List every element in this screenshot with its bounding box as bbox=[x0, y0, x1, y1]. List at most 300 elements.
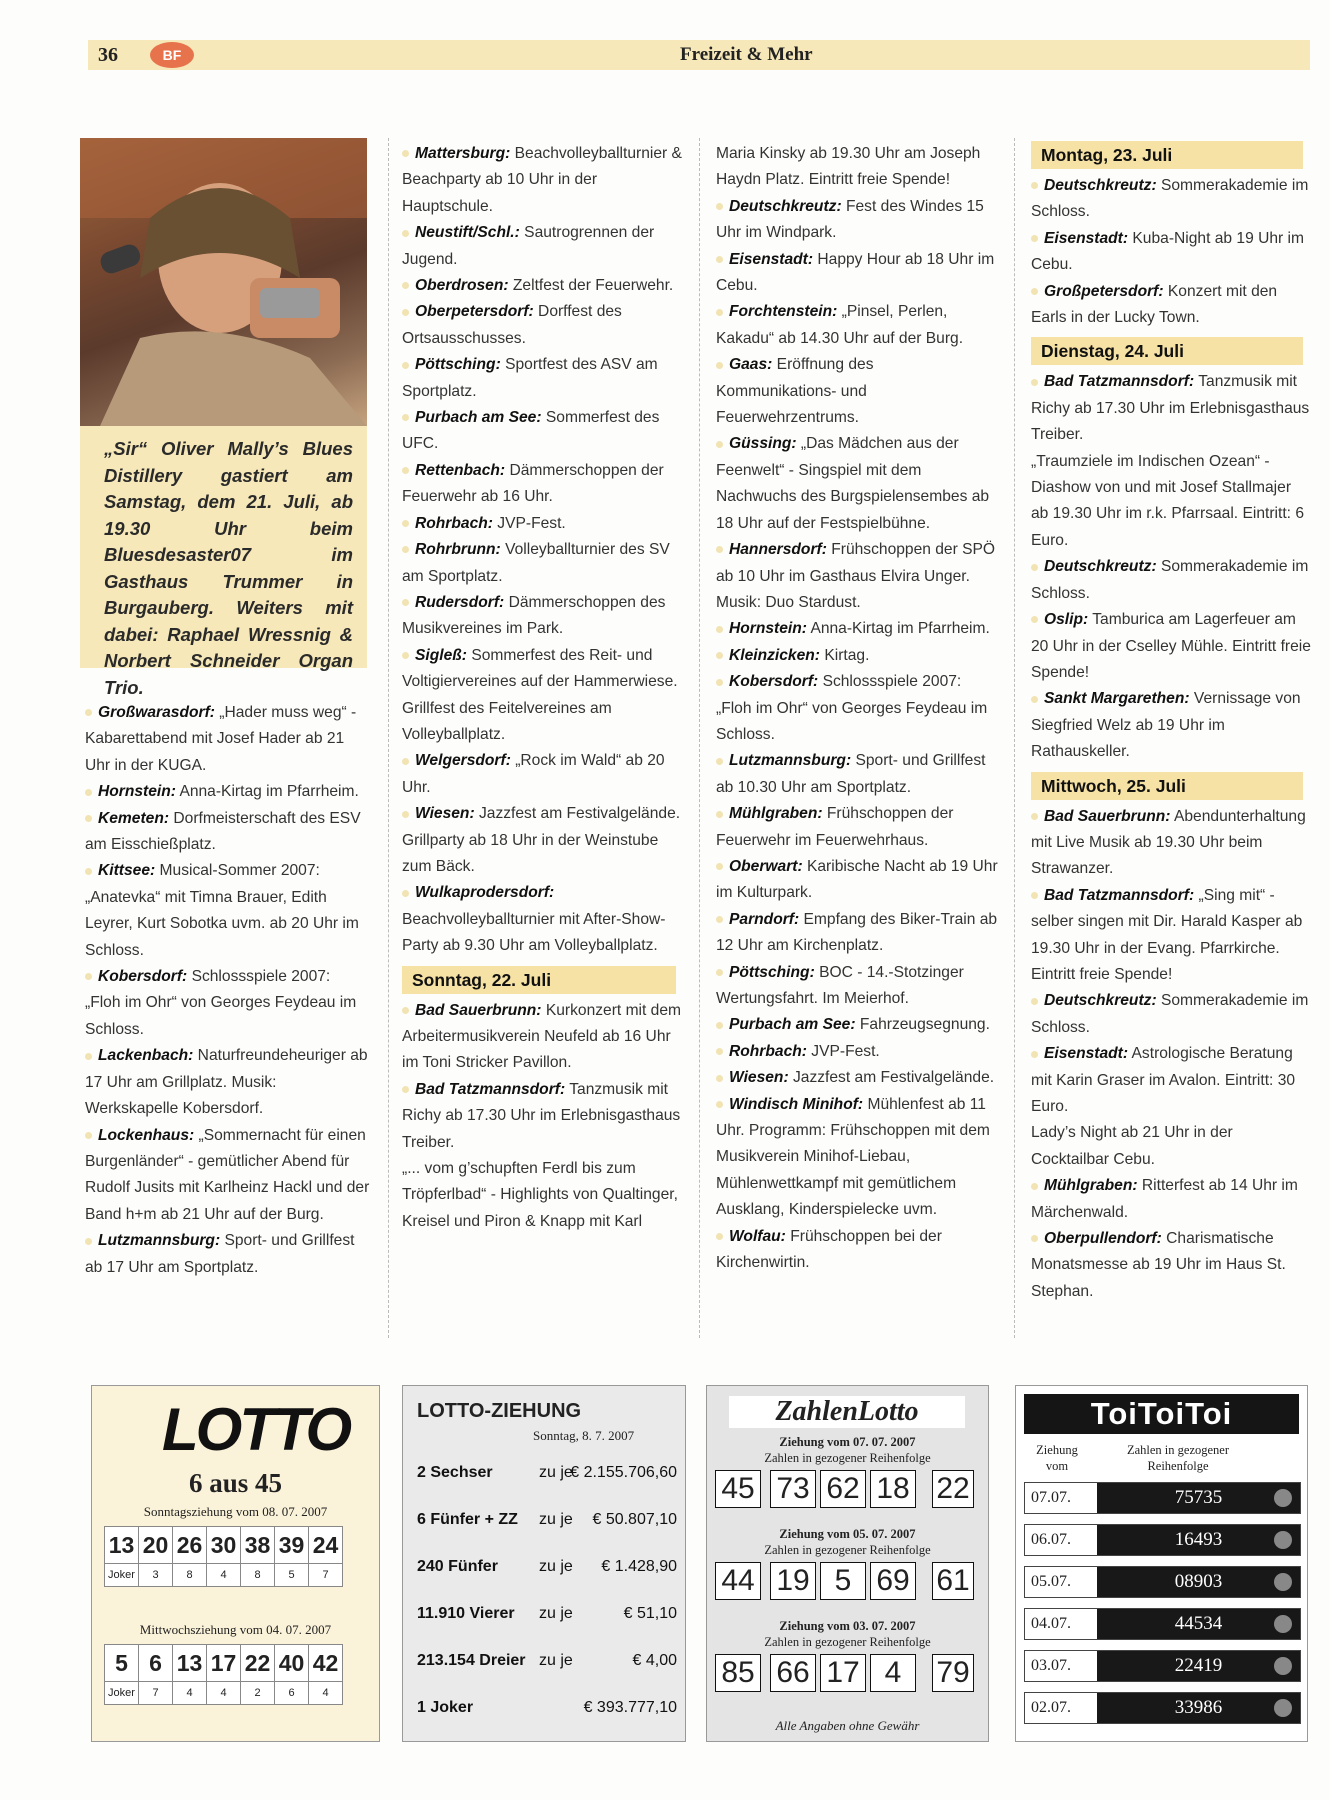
event-entry bbox=[716, 352, 998, 431]
sunday-draw-label: Sonntagsziehung vom 08. 07. 2007 bbox=[143, 1504, 328, 1519]
column-divider bbox=[699, 138, 700, 1338]
event-place: Forchtenstein: bbox=[729, 303, 838, 321]
bullet-icon bbox=[402, 414, 409, 421]
event-entry bbox=[402, 458, 684, 511]
event-text: Schlossspiele 2007: „Floh im Ohr“ von Georges Feydeau im Schloss. bbox=[85, 968, 357, 1038]
column-divider bbox=[388, 138, 389, 1338]
drawn-number: 45 bbox=[715, 1470, 761, 1508]
bullet-icon bbox=[1031, 616, 1038, 623]
event-entry bbox=[716, 748, 998, 801]
lotto-logo: LOTTO bbox=[162, 1396, 350, 1463]
photo-caption: „Sir“ Oliver Mally’s Blues Distillery gastiert am Samstag, dem 21. Juli, ab 19.30 Uhr beim Bluesdesaster07 im Gasthaus Trummer in Burgauberg. Weiters mit dabei: Raphael Wressnig & Norbert Schneider Organ Trio. bbox=[104, 438, 353, 698]
bullet-icon bbox=[716, 1022, 723, 1029]
zahlenlotto-logo: ZahlenLotto bbox=[729, 1396, 965, 1428]
event-place: Lutzmannsburg: bbox=[98, 1232, 221, 1250]
joker-digit: 4 bbox=[309, 1682, 343, 1705]
event-text: Jazzfest am Festivalgelände. bbox=[788, 1069, 995, 1087]
event-entry bbox=[716, 643, 998, 669]
event-text: Sportfest des ASV am Sportplatz. bbox=[402, 356, 658, 400]
prize-class: 2 Sechser bbox=[417, 1464, 493, 1481]
event-entry bbox=[85, 806, 370, 859]
prize-row bbox=[417, 1652, 677, 1676]
event-entry bbox=[402, 352, 684, 405]
event-text: Maria Kinsky ab 19.30 Uhr am Joseph Haydn Platz. Eintritt freie Spende! bbox=[716, 145, 981, 189]
bullet-icon bbox=[1031, 813, 1038, 820]
event-text: Dämmerschoppen des Musikvereines im Park. bbox=[402, 593, 666, 638]
event-place: Kleinzicken: bbox=[729, 646, 820, 664]
prize-per: zu je bbox=[539, 1464, 573, 1481]
event-entry bbox=[1031, 173, 1311, 226]
wednesday-numbers-table bbox=[104, 1644, 343, 1705]
bullet-icon bbox=[402, 811, 409, 818]
drawn-number: 44 bbox=[715, 1562, 761, 1600]
event-place: Pöttsching: bbox=[729, 963, 815, 981]
event-entry bbox=[716, 194, 998, 247]
bullet-icon bbox=[716, 1101, 723, 1108]
event-text: Karibische Nacht ab 19 Uhr im Kulturpark. bbox=[716, 857, 998, 902]
event-place: Welgersdorf: bbox=[415, 752, 511, 770]
events-column-4 bbox=[1031, 135, 1311, 1305]
bullet-icon bbox=[85, 1053, 92, 1060]
event-place: Oberpullendorf: bbox=[1044, 1230, 1162, 1248]
event-text: Kirtag. bbox=[820, 646, 870, 664]
event-place: Eisenstadt: bbox=[1044, 229, 1129, 247]
event-entry bbox=[1031, 804, 1311, 883]
event-place: Bad Tatzmannsdorf: bbox=[1044, 373, 1195, 391]
event-place: Eisenstadt: bbox=[729, 250, 814, 268]
event-text: BOC - 14.-Stotzinger Wertungsfahrt. Im Meierhof. bbox=[716, 963, 964, 1007]
event-place: Wiesen: bbox=[729, 1069, 789, 1087]
lotto-number: 17 bbox=[207, 1645, 241, 1682]
event-place: Oslip: bbox=[1044, 611, 1089, 629]
event-entry bbox=[1031, 686, 1311, 765]
bullet-icon bbox=[402, 467, 409, 474]
zahlenlotto-box bbox=[706, 1385, 989, 1742]
money-bag-icon bbox=[1274, 1531, 1292, 1549]
drawn-number: 73 bbox=[770, 1470, 816, 1508]
event-text: Tamburica am Lagerfeuer am 20 Uhr in der Cselley Mühle. Eintritt freie Spende! bbox=[1031, 611, 1311, 681]
bullet-icon bbox=[716, 441, 723, 448]
event-entry bbox=[85, 1123, 370, 1229]
joker-digit: 4 bbox=[207, 1682, 241, 1705]
event-text: „Sing mit“ - selber singen mit Dir. Harald Kasper ab 19.30 Uhr in der Evang. Pfarrkirche. Eintritt freie Spende! bbox=[1031, 886, 1303, 983]
toitoitoi-logo: ToiToiToi bbox=[1024, 1394, 1299, 1434]
event-entry bbox=[716, 616, 998, 642]
event-text: Grillparty ab 18 Uhr in der Weinstube zum Bäck. bbox=[402, 831, 659, 875]
money-bag-icon bbox=[1274, 1657, 1292, 1675]
joker-label: Joker bbox=[105, 1682, 139, 1705]
event-text: Jazzfest am Festivalgelände. bbox=[474, 805, 681, 823]
event-place: Purbach am See: bbox=[415, 409, 542, 427]
musician-photo-illustration bbox=[80, 138, 367, 426]
bullet-icon bbox=[402, 758, 409, 765]
bf-logo: BF bbox=[150, 42, 194, 68]
wednesday-draw-label: Mittwochsziehung vom 04. 07. 2007 bbox=[139, 1622, 332, 1637]
event-place: Großwarasdorf: bbox=[98, 704, 215, 721]
musician-photo bbox=[80, 138, 367, 426]
event-place: Bad Sauerbrunn: bbox=[1044, 807, 1171, 825]
draw-title: Ziehung vom 07. 07. 2007 bbox=[779, 1435, 916, 1449]
event-entry bbox=[716, 299, 998, 352]
event-text: „Das Mädchen aus der Feenwelt“ - Singspiel mit dem Nachwuchs des Burgspielensembes ab 18 Uhr auf der Festspielbühne. bbox=[716, 435, 990, 532]
event-text: Mühlenfest ab 11 Uhr. Programm: Frühschoppen mit dem Musikverein Minihof-Liebau, Mühlenwettkampf mit gemütlichem Ausklang, Kinderspielecke uvm. bbox=[716, 1095, 990, 1219]
joker-digit: 6 bbox=[275, 1682, 309, 1705]
lotto-number: 42 bbox=[309, 1645, 343, 1682]
event-entry bbox=[716, 1092, 998, 1224]
event-entry bbox=[1031, 369, 1311, 448]
lotto-number: 6 bbox=[139, 1645, 173, 1682]
event-text: Beachvolleyballturnier & Beachparty ab 10 Uhr in der Hauptschule. bbox=[402, 145, 682, 215]
event-text: Frühschoppen der Feuerwehr im Feuerwehrhaus. bbox=[716, 805, 954, 849]
event-text: Empfang des Biker-Train ab 12 Uhr am Kirchenplatz. bbox=[716, 910, 998, 955]
event-place: Rohrbrunn: bbox=[415, 541, 501, 559]
event-place: Kobersdorf: bbox=[98, 968, 188, 986]
event-text: Tanzmusik mit Richy ab 17.30 Uhr im Erlebnisgasthaus Treiber. bbox=[1031, 373, 1310, 444]
event-place: Lackenbach: bbox=[98, 1047, 194, 1065]
lotto-subtitle: 6 aus 45 bbox=[188, 1468, 283, 1498]
event-text: Lady’s Night ab 21 Uhr in der Cocktailbar Cebu. bbox=[1031, 1124, 1233, 1168]
drawn-number: 85 bbox=[715, 1654, 761, 1692]
prize-per: zu je bbox=[539, 1652, 573, 1669]
event-place: Mühlgraben: bbox=[1044, 1177, 1138, 1195]
bullet-icon bbox=[1031, 892, 1038, 899]
event-text: Charismatische Monatsmesse ab 19 Uhr im Haus St. Stephan. bbox=[1031, 1230, 1286, 1300]
event-entry bbox=[1031, 226, 1311, 279]
event-entry bbox=[402, 801, 684, 827]
event-entry bbox=[1031, 449, 1311, 555]
bullet-icon bbox=[716, 203, 723, 210]
bullet-icon bbox=[1031, 1235, 1038, 1242]
event-text: Grillfest des Feitelvereines am Volleyballplatz. bbox=[402, 699, 612, 743]
event-entry bbox=[1031, 1173, 1311, 1226]
event-place: Großpetersdorf: bbox=[1044, 282, 1164, 300]
lotto-number: 13 bbox=[105, 1527, 139, 1564]
prize-class: 1 Joker bbox=[417, 1699, 474, 1716]
events-column-1 bbox=[85, 700, 370, 1281]
event-text: Anna-Kirtag im Pfarrheim. bbox=[175, 783, 359, 801]
bullet-icon bbox=[716, 969, 723, 976]
event-entry bbox=[402, 299, 684, 352]
lotto-number: 38 bbox=[241, 1527, 275, 1564]
event-place: Hannersdorf: bbox=[729, 541, 827, 559]
event-text: Beachvolleyballturnier mit After-Show-Party ab 9.30 Uhr am Volleyballplatz. bbox=[402, 910, 666, 955]
lotto-number: 24 bbox=[309, 1527, 343, 1564]
bullet-icon bbox=[716, 546, 723, 553]
event-entry bbox=[402, 1156, 684, 1235]
joker-digit: 4 bbox=[173, 1682, 207, 1705]
event-entry bbox=[402, 405, 684, 458]
event-entry bbox=[716, 854, 998, 907]
bullet-icon bbox=[85, 815, 92, 822]
event-entry bbox=[402, 590, 684, 643]
event-place: Wolfau: bbox=[729, 1227, 786, 1245]
event-entry bbox=[402, 273, 684, 299]
event-place: Deutschkreutz: bbox=[1044, 177, 1157, 194]
event-text: Volleyballturnier des SV am Sportplatz. bbox=[402, 541, 670, 585]
bullet-icon bbox=[716, 626, 723, 633]
joker-digit: 2 bbox=[241, 1682, 275, 1705]
money-bag-icon bbox=[1274, 1573, 1292, 1591]
event-place: Deutschkreutz: bbox=[1044, 558, 1157, 576]
prize-per: zu je bbox=[539, 1605, 573, 1622]
prize-amount: € 393.777,10 bbox=[583, 1699, 677, 1716]
bullet-icon bbox=[85, 1132, 92, 1139]
event-text: Konzert mit den Earls in der Lucky Town. bbox=[1031, 282, 1278, 327]
event-text: Sport- und Grillfest ab 10.30 Uhr am Sportplatz. bbox=[716, 752, 986, 796]
bullet-icon bbox=[85, 789, 92, 796]
event-text: „Pinsel, Perlen, Kakadu“ ab 14.30 Uhr auf der Burg. bbox=[716, 303, 964, 347]
event-entry bbox=[402, 537, 684, 590]
event-text: „Sommernacht für einen Burgenländer“ - gemütlicher Abend für Rudolf Jusits mit Karlheinz Hackl und der Band h+m ab 21 Uhr auf der Burg. bbox=[85, 1126, 370, 1223]
joker-digit: 3 bbox=[139, 1564, 173, 1587]
bullet-icon bbox=[85, 868, 92, 875]
bullet-icon bbox=[402, 520, 409, 527]
event-place: Deutschkreutz: bbox=[729, 197, 842, 215]
day-heading: Dienstag, 24. Juli bbox=[1031, 337, 1303, 365]
event-entry bbox=[85, 700, 370, 779]
event-place: Kemeten: bbox=[98, 809, 170, 827]
event-text: Zeltfest der Feuerwehr. bbox=[508, 277, 674, 295]
event-entry bbox=[402, 748, 684, 801]
toi-draw-row bbox=[1024, 1482, 1301, 1514]
money-bag-icon bbox=[1274, 1489, 1292, 1507]
bullet-icon bbox=[85, 1238, 92, 1245]
event-entry bbox=[716, 669, 998, 748]
prize-row bbox=[417, 1511, 677, 1535]
event-place: Lockenhaus: bbox=[98, 1126, 195, 1144]
lotto-number: 5 bbox=[105, 1645, 139, 1682]
event-entry bbox=[402, 643, 684, 696]
toi-col-date-header: Ziehung vom bbox=[1036, 1443, 1078, 1473]
joker-digit: 5 bbox=[275, 1564, 309, 1587]
event-place: Neustift/Schl.: bbox=[415, 224, 520, 242]
event-text: JVP-Fest. bbox=[806, 1042, 880, 1060]
drawn-number: 18 bbox=[870, 1470, 916, 1508]
bullet-icon bbox=[402, 890, 409, 897]
event-entry bbox=[402, 998, 684, 1077]
event-text: Tanzmusik mit Richy ab 17.30 Uhr im Erlebnisgasthaus Treiber. bbox=[402, 1080, 681, 1151]
draw-subtitle: Zahlen in gezogener Reihenfolge bbox=[764, 1543, 931, 1557]
event-text: Musical-Sommer 2007: „Anatevka“ mit Timna Brauer, Edith Leyrer, Kurt Sobotka uvm. ab 20 Uhr im Schloss. bbox=[85, 862, 359, 959]
event-entry bbox=[716, 247, 998, 300]
event-text: Sommerfest des Reit- und Voltigiervereines auf der Hammerwiese. bbox=[402, 646, 678, 691]
toi-col-numbers-header: Zahlen in gezogener Reihenfolge bbox=[1126, 1443, 1230, 1473]
event-entry bbox=[402, 880, 684, 959]
event-entry bbox=[402, 1077, 684, 1156]
event-place: Pöttsching: bbox=[415, 356, 501, 374]
drawn-number: 5 bbox=[820, 1562, 866, 1600]
toi-number: 44534 bbox=[1097, 1609, 1300, 1639]
toi-number: 08903 bbox=[1097, 1567, 1300, 1597]
toi-date: 07.07. bbox=[1025, 1483, 1095, 1513]
event-text: „Hader muss weg“ - Kabarettabend mit Josef Hader ab 21 Uhr in der KUGA. bbox=[85, 704, 357, 774]
drawn-number: 79 bbox=[932, 1654, 974, 1692]
event-text: Happy Hour ab 18 Uhr im Cebu. bbox=[716, 250, 995, 295]
bullet-icon bbox=[1031, 1051, 1038, 1058]
event-text: Eröffnung des Kommunikations- und Feuerwehrzentrums. bbox=[716, 356, 874, 427]
event-entry bbox=[716, 537, 998, 616]
lotto-number: 13 bbox=[173, 1645, 207, 1682]
event-text: Dämmerschoppen der Feuerwehr ab 16 Uhr. bbox=[402, 461, 664, 506]
ziehung-title: LOTTO-ZIEHUNG bbox=[417, 1400, 582, 1422]
event-text: Fahrzeugsegnung. bbox=[855, 1016, 990, 1034]
joker-digit: 4 bbox=[207, 1564, 241, 1587]
event-text: „... vom g’schupften Ferdl bis zum Tröpferlbad“ - Highlights von Qualtinger, Kreisel und Piron & Knapp mit Karl bbox=[402, 1160, 678, 1230]
photo-caption-box bbox=[80, 426, 367, 698]
ziehung-date: Sonntag, 8. 7. 2007 bbox=[533, 1428, 635, 1443]
event-entry bbox=[1031, 1120, 1311, 1173]
bullet-icon bbox=[85, 973, 92, 980]
prize-row bbox=[417, 1699, 677, 1723]
event-entry bbox=[85, 964, 370, 1043]
event-place: Bad Sauerbrunn: bbox=[415, 1001, 542, 1019]
lotto-ziehung-box bbox=[402, 1385, 686, 1742]
event-place: Oberdrosen: bbox=[415, 277, 509, 295]
event-entry bbox=[716, 907, 998, 960]
event-entry bbox=[1031, 1041, 1311, 1120]
event-place: Oberwart: bbox=[729, 857, 803, 875]
toi-draw-row bbox=[1024, 1608, 1301, 1640]
drawn-number: 66 bbox=[770, 1654, 816, 1692]
event-entry bbox=[716, 1012, 998, 1038]
event-place: Rohrbach: bbox=[729, 1042, 807, 1060]
drawn-number: 19 bbox=[770, 1562, 816, 1600]
event-entry bbox=[1031, 1226, 1311, 1305]
toi-number: 22419 bbox=[1097, 1651, 1300, 1681]
toi-number: 33986 bbox=[1097, 1693, 1300, 1723]
day-heading: Sonntag, 22. Juli bbox=[402, 966, 676, 994]
event-text: „Rock im Wald“ ab 20 Uhr. bbox=[402, 752, 665, 796]
bullet-icon bbox=[716, 362, 723, 369]
prize-amount: € 1.428,90 bbox=[601, 1558, 677, 1575]
event-text: JVP-Fest. bbox=[492, 514, 566, 532]
bullet-icon bbox=[716, 916, 723, 923]
event-entry bbox=[85, 1228, 370, 1281]
lotto-number: 40 bbox=[275, 1645, 309, 1682]
bullet-icon bbox=[716, 863, 723, 870]
event-place: Lutzmannsburg: bbox=[729, 752, 852, 770]
day-heading: Mittwoch, 25. Juli bbox=[1031, 772, 1303, 800]
event-text: Dorffest des Ortsausschusses. bbox=[402, 303, 622, 347]
draw-title: Ziehung vom 05. 07. 2007 bbox=[779, 1527, 916, 1541]
event-text: Astrologische Beratung mit Karin Graser im Avalon. Eintritt: 30 Euro. bbox=[1031, 1045, 1296, 1115]
bullet-icon bbox=[402, 309, 409, 316]
bullet-icon bbox=[1031, 379, 1038, 386]
bullet-icon bbox=[85, 709, 92, 716]
event-place: Wulkaprodersdorf: bbox=[415, 884, 555, 902]
prize-amount: € 2.155.706,60 bbox=[570, 1464, 677, 1481]
events-column-2 bbox=[402, 141, 684, 1235]
draw-subtitle: Zahlen in gezogener Reihenfolge bbox=[764, 1451, 931, 1465]
event-text: Sommerfest des UFC. bbox=[402, 409, 660, 453]
event-place: Sigleß: bbox=[415, 646, 467, 664]
bullet-icon bbox=[402, 230, 409, 237]
prize-per: zu je bbox=[539, 1558, 573, 1575]
event-entry bbox=[1031, 279, 1311, 332]
event-place: Mattersburg: bbox=[415, 145, 511, 162]
toi-draw-row bbox=[1024, 1650, 1301, 1682]
event-entry bbox=[716, 801, 998, 854]
event-text: Sommerakademie im Schloss. bbox=[1031, 558, 1309, 602]
event-place: Güssing: bbox=[729, 435, 797, 453]
event-place: Kittsee: bbox=[98, 862, 156, 880]
event-entry bbox=[1031, 988, 1311, 1041]
toi-draw-row bbox=[1024, 1566, 1301, 1598]
toi-date: 02.07. bbox=[1025, 1693, 1095, 1723]
event-place: Wiesen: bbox=[415, 805, 475, 823]
bullet-icon bbox=[716, 652, 723, 659]
event-entry bbox=[716, 431, 998, 537]
event-entry bbox=[402, 220, 684, 273]
event-text: Anna-Kirtag im Pfarrheim. bbox=[806, 620, 990, 638]
event-place: Windisch Minihof: bbox=[729, 1095, 864, 1113]
event-text: Sommerakademie im Schloss. bbox=[1031, 992, 1309, 1036]
bullet-icon bbox=[1031, 235, 1038, 242]
prize-class: 6 Fünfer + ZZ bbox=[417, 1511, 518, 1528]
prize-row bbox=[417, 1605, 677, 1629]
draw-subtitle: Zahlen in gezogener Reihenfolge bbox=[764, 1635, 931, 1649]
prize-class: 213.154 Dreier bbox=[417, 1652, 526, 1669]
event-place: Purbach am See: bbox=[729, 1016, 856, 1034]
event-place: Bad Tatzmannsdorf: bbox=[415, 1080, 566, 1098]
sunday-numbers-table bbox=[104, 1526, 343, 1587]
prize-class: 240 Fünfer bbox=[417, 1558, 498, 1575]
bullet-icon bbox=[402, 652, 409, 659]
event-text: Abendunterhaltung mit Live Musik ab 19.30 Uhr beim Strawanzer. bbox=[1031, 807, 1306, 878]
drawn-number: 17 bbox=[820, 1654, 866, 1692]
event-entry bbox=[1031, 607, 1311, 686]
event-entry bbox=[1031, 554, 1311, 607]
event-place: Hornstein: bbox=[729, 620, 807, 638]
event-entry bbox=[85, 779, 370, 805]
joker-digit: 7 bbox=[309, 1564, 343, 1587]
bullet-icon bbox=[1031, 182, 1038, 189]
event-text: Kurkonzert mit dem Arbeitermusikverein Neufeld ab 16 Uhr im Toni Stricker Pavillon. bbox=[402, 1001, 682, 1072]
prize-amount: € 50.807,10 bbox=[592, 1511, 677, 1528]
joker-digit: 8 bbox=[241, 1564, 275, 1587]
lotto-number: 30 bbox=[207, 1527, 241, 1564]
toi-date: 05.07. bbox=[1025, 1567, 1095, 1597]
zahlenlotto-disclaimer: Alle Angaben ohne Gewähr bbox=[775, 1718, 920, 1733]
bullet-icon bbox=[716, 811, 723, 818]
event-place: Eisenstadt: bbox=[1044, 1045, 1129, 1063]
bullet-icon bbox=[716, 309, 723, 316]
bullet-icon bbox=[1031, 288, 1038, 295]
bullet-icon bbox=[402, 599, 409, 606]
bullet-icon bbox=[402, 1086, 409, 1093]
bullet-icon bbox=[402, 282, 409, 289]
event-text: „Traumziele im Indischen Ozean“ - Diashow von und mit Josef Stallmajer ab 19.30 Uhr im r.k. Pfarrsaal. Eintritt: 6 Euro. bbox=[1031, 452, 1304, 549]
event-place: Bad Tatzmannsdorf: bbox=[1044, 886, 1195, 904]
events-column-3 bbox=[716, 141, 998, 1276]
joker-digit: 8 bbox=[173, 1564, 207, 1587]
bullet-icon bbox=[716, 758, 723, 765]
bullet-icon bbox=[716, 679, 723, 686]
bullet-icon bbox=[1031, 696, 1038, 703]
bullet-icon bbox=[716, 256, 723, 263]
event-place: Sankt Margarethen: bbox=[1044, 690, 1190, 708]
bullet-icon bbox=[402, 1007, 409, 1014]
lotto-box bbox=[91, 1385, 380, 1742]
event-place: Rettenbach: bbox=[415, 461, 506, 479]
section-title: Freizeit & Mehr bbox=[680, 44, 813, 65]
drawn-number: 4 bbox=[870, 1654, 916, 1692]
toi-number: 75735 bbox=[1097, 1483, 1300, 1513]
event-entry bbox=[402, 828, 684, 881]
joker-digit: 7 bbox=[139, 1682, 173, 1705]
toitoitoi-box bbox=[1015, 1385, 1308, 1742]
toi-draw-row bbox=[1024, 1524, 1301, 1556]
